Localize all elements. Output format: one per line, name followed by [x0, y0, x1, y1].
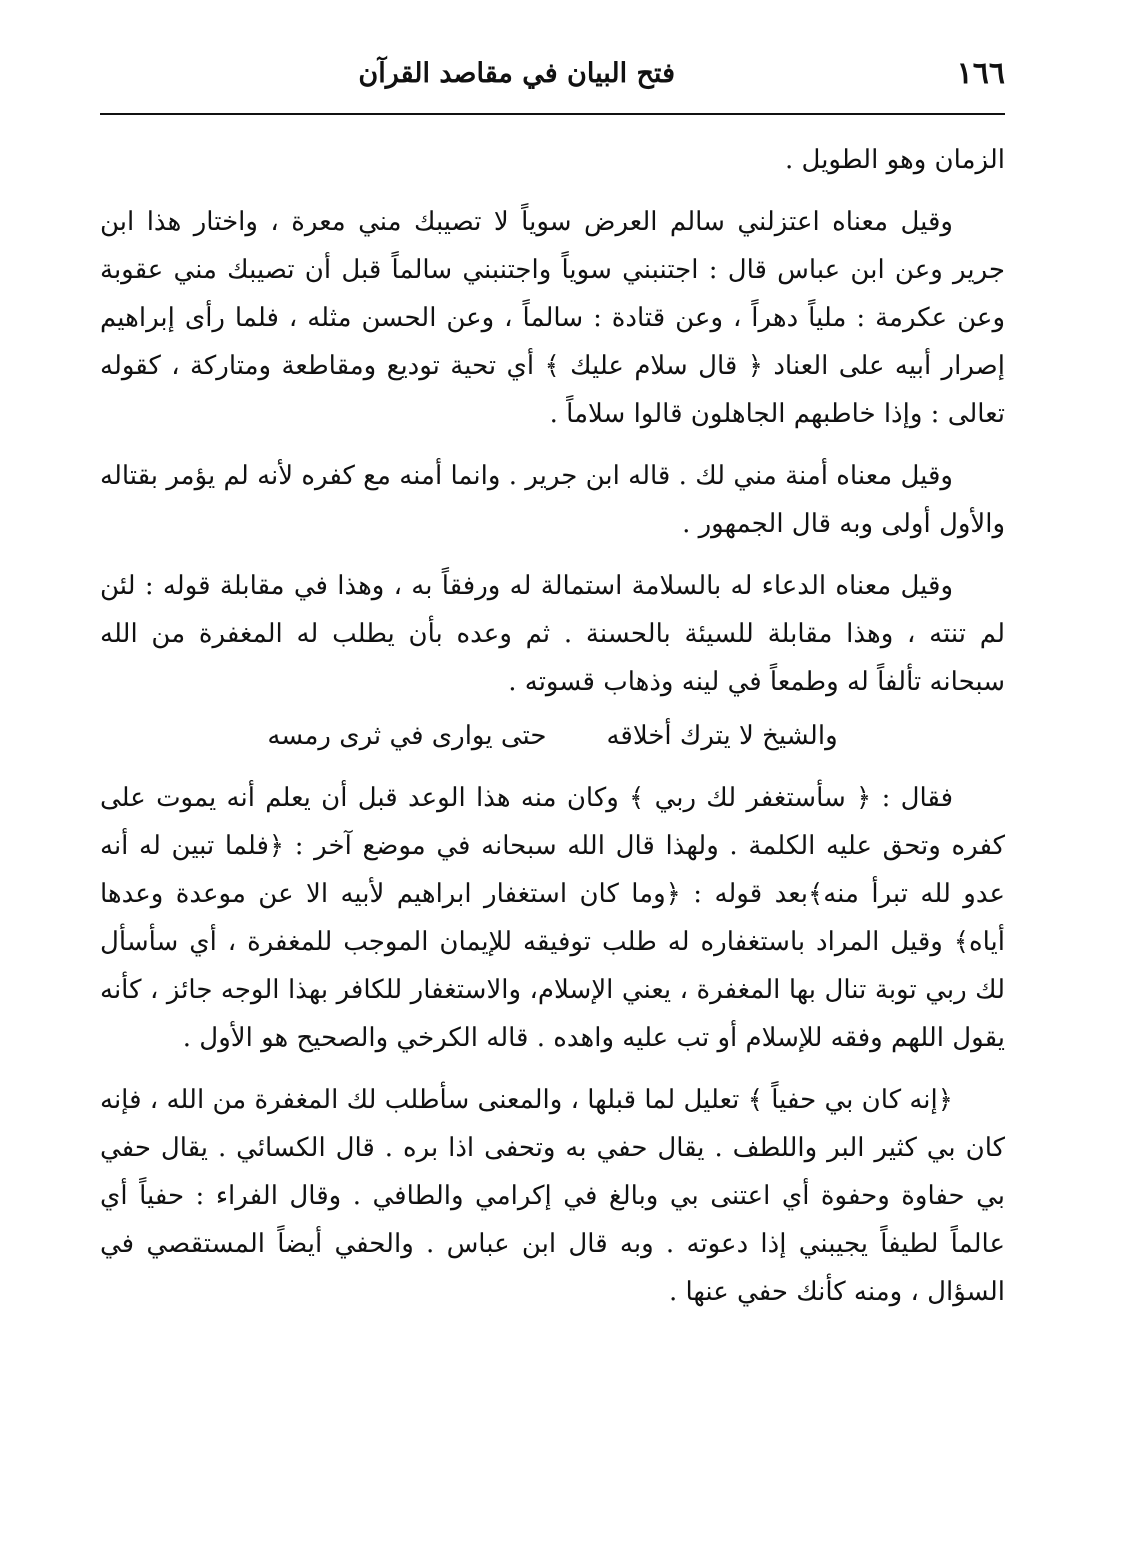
paragraph-3: وقيل معناه أمنة مني لك . قاله ابن جرير . وانما أمنه مع كفره لأنه لم يؤمر بقتاله والأول أولى وبه قال الجمهور .	[100, 461, 1005, 539]
poetry-verse	[100, 712, 1005, 760]
paragraph-1: الزمان وهو الطويل .	[784, 145, 1005, 175]
running-title: فتح البيان في مقاصد القرآن	[358, 58, 675, 89]
verse-first-hemistich: والشيخ لا يترك أخلاقه	[606, 721, 838, 751]
paragraph-6: ﴿إنه كان بي حفياً ﴾ تعليل لما قبلها ، والمعنى سأطلب لك المغفرة من الله ، فإنه كان بي كثير البر واللطف . يقال حفي به وتحفى اذا بره . قال الكسائي . يقال حفي بي حفاوة وحفوة أي اعتنى بي وبالغ في إكرامي والطافي . وقال الفراء : حفياً أي عالماً لطيفاً يجيبني إذا دعوته . وبه قال ابن عباس . والحفي أيضاً المستقصي في السؤال ، ومنه كأنك حفي عنها .	[100, 1085, 1005, 1307]
paragraph-5: فقال : ﴿ سأستغفر لك ربي ﴾ وكان منه هذا الوعد قبل أن يعلم أنه يموت على كفره وتحق عليه الكلمة . ولهذا قال الله سبحانه في موضع آخر : ﴿فلما تبين له أنه عدو لله تبرأ منه﴾بعد قوله : ﴿وما كان استغفار ابراهيم لأبيه الا عن موعدة وعدها أياه﴾ وقيل المراد باستغفاره له طلب توفيقه للإيمان الموجب للمغفرة ، أي سأسأل لك ربي توبة تنال بها المغفرة ، يعني الإسلام، والاستغفار للكافر بهذا الوجه جائز ، كأنه يقول اللهم وفقه للإسلام أو تب عليه واهده . قاله الكرخي والصحيح هو الأول .	[100, 783, 1005, 1053]
verse-second-hemistich: حتى يوارى في ثرى رمسه	[267, 721, 547, 751]
page-header	[100, 50, 1005, 110]
header-divider	[100, 113, 1005, 115]
paragraph-4: وقيل معناه الدعاء له بالسلامة استمالة له ورفقاً به ، وهذا في مقابلة قوله : لئن لم تنته ، وهذا مقابلة للسيئة بالحسنة . ثم وعده بأن يطلب له المغفرة من الله سبحانه تألفاً له وطمعاً في لينه وذهاب قسوته .	[100, 571, 1005, 697]
paragraph-2: وقيل معناه اعتزلني سالم العرض سوياً لا تصيبك مني معرة ، واختار هذا ابن جرير وعن ابن عباس قال : اجتنبني سوياً واجتنبني سالماً قبل أن تصيبك مني عقوبة وعن عكرمة : ملياً دهراً ، وعن قتادة : سالماً ، وعن الحسن مثله ، فلما رأى إبراهيم إصرار أبيه على العناد ﴿ قال سلام عليك ﴾ أي تحية توديع ومقاطعة ومتاركة ، كقوله تعالى : وإذا خاطبهم الجاهلون قالوا سلاماً .	[100, 207, 1005, 429]
page-number: ١٦٦	[956, 56, 1005, 91]
body-text	[100, 136, 1005, 1330]
